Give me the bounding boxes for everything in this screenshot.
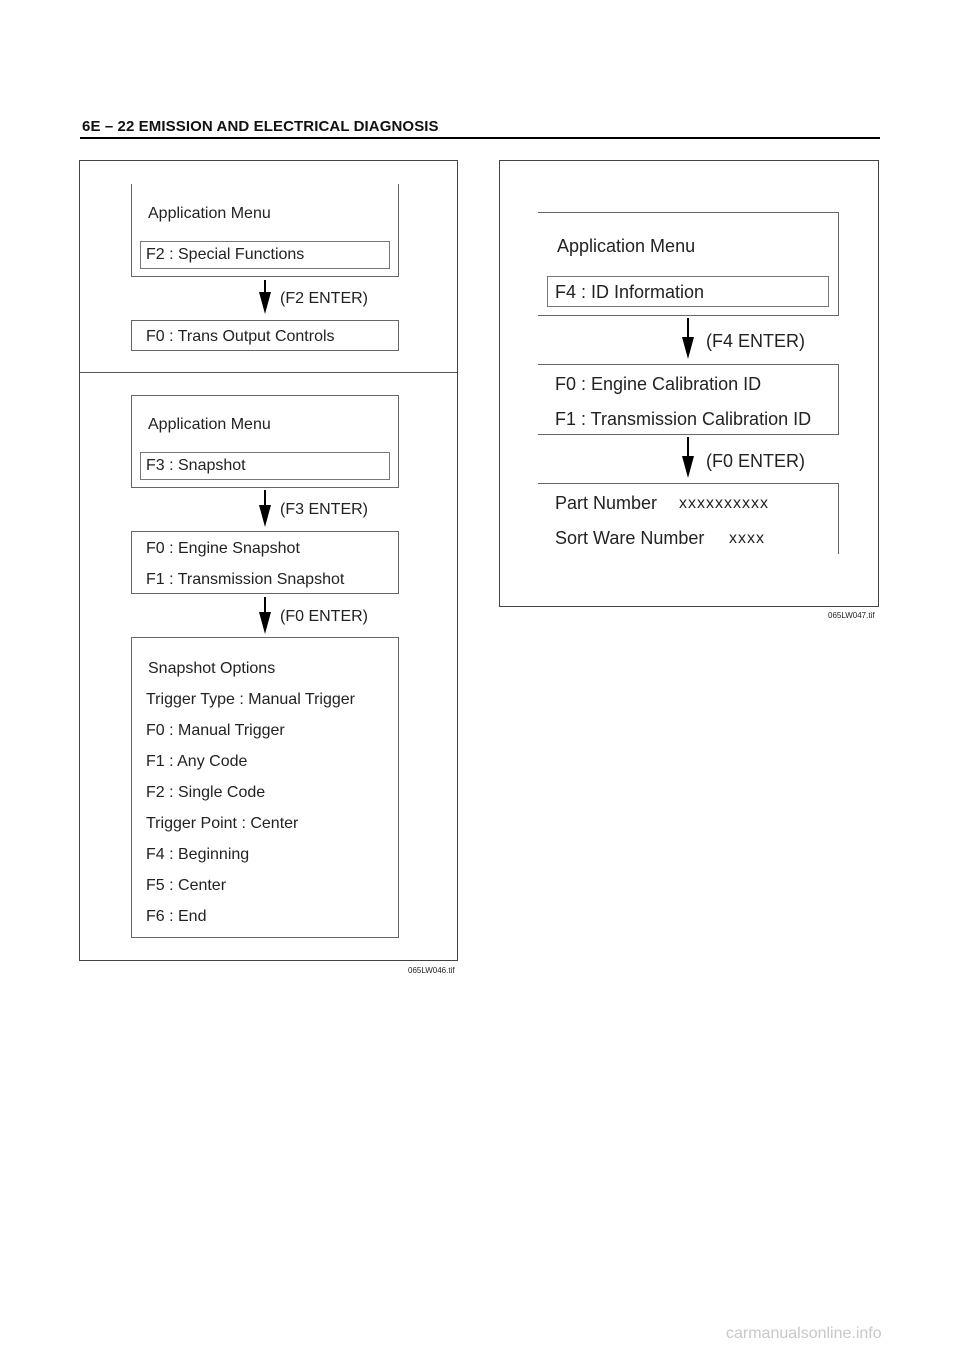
left-arrow-2-line <box>264 490 266 506</box>
left-trigger-line-2: Trigger Type : Manual Trigger <box>146 691 355 708</box>
left-trigger-line-9: F6 : End <box>146 908 207 925</box>
right-part-number-label: Part Number <box>555 493 658 513</box>
left-trigger-line-3: F0 : Manual Trigger <box>146 722 285 739</box>
right-calibration-line-1: F0 : Engine Calibration ID <box>555 374 762 394</box>
left-figure-caption: 065LW046.tif <box>408 966 455 975</box>
left-trigger-settings-box <box>131 637 399 938</box>
right-calibration-line-2: F1 : Transmission Calibration ID <box>555 409 812 429</box>
left-trans-output-label: F0 : Trans Output Controls <box>146 328 335 345</box>
left-arrow-1-label: (F2 ENTER) <box>280 290 368 307</box>
left-trigger-line-5: F2 : Single Code <box>146 784 266 801</box>
right-arrow-1-line <box>687 318 689 338</box>
left-trigger-line-8: F5 : Center <box>146 877 227 894</box>
left-snapshot-options-box <box>131 531 399 594</box>
right-app-menu-selected-label: F4 : ID Information <box>555 282 705 302</box>
left-arrow-2-label: (F3 ENTER) <box>280 501 368 518</box>
left-trans-output-box <box>131 320 399 351</box>
left-arrow-2-icon <box>259 505 271 527</box>
left-trigger-line-6: Trigger Point : Center <box>146 815 299 832</box>
left-arrow-3-icon <box>259 612 271 634</box>
left-app-menu-title-2: Application Menu <box>148 416 271 433</box>
left-app-menu-selected-1 <box>140 241 390 269</box>
page-header: 6E – 22 EMISSION AND ELECTRICAL DIAGNOSIS <box>82 118 439 135</box>
left-app-menu-selected-2-label: F3 : Snapshot <box>146 457 246 474</box>
left-trigger-line-7: F4 : Beginning <box>146 846 250 863</box>
left-app-menu-selected-2 <box>140 452 390 480</box>
left-snapshot-line-2: F1 : Transmission Snapshot <box>146 571 345 588</box>
header-rule <box>80 137 880 139</box>
right-software-number-label: Sort Ware Number <box>555 528 705 548</box>
right-figure-caption: 065LW047.tif <box>828 611 875 620</box>
left-trigger-line-4: F1 : Any Code <box>146 753 248 770</box>
left-snapshot-line-1: F0 : Engine Snapshot <box>146 540 300 557</box>
right-app-menu-selected <box>547 276 829 307</box>
left-arrow-3-line <box>264 597 266 613</box>
right-part-number-value: xxxxxxxxxx <box>679 495 769 512</box>
left-trigger-line-1: Snapshot Options <box>148 660 276 677</box>
left-arrow-1-icon <box>259 292 271 314</box>
left-figure-divider <box>80 372 457 373</box>
right-arrow-2-label: (F0 ENTER) <box>706 451 805 471</box>
right-arrow-1-label: (F4 ENTER) <box>706 331 805 351</box>
right-arrow-2-icon <box>682 456 694 478</box>
watermark-text: carmanualsonline.info <box>726 1325 882 1342</box>
right-arrow-1-icon <box>682 337 694 359</box>
left-arrow-3-label: (F0 ENTER) <box>280 608 368 625</box>
left-app-menu-title-1: Application Menu <box>148 205 271 222</box>
right-app-menu-title: Application Menu <box>557 236 696 256</box>
right-arrow-2-line <box>687 437 689 457</box>
right-software-number-value: xxxx <box>729 530 765 547</box>
left-app-menu-selected-1-label: F2 : Special Functions <box>146 246 305 263</box>
